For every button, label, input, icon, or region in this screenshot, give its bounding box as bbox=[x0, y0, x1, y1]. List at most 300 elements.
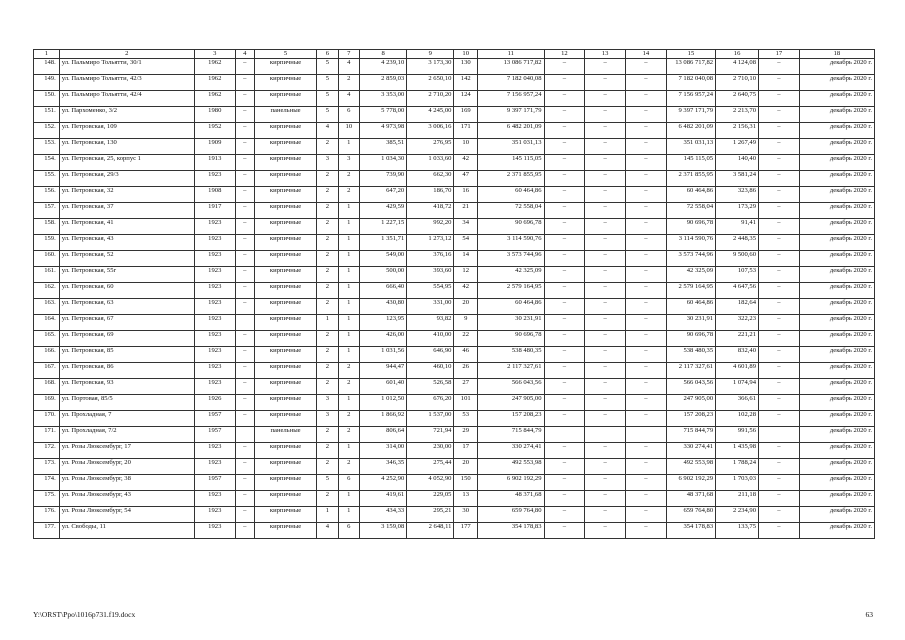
total-cost-cell: 3 114 590,76 bbox=[478, 235, 545, 251]
address-cell: ул. Прохладная, 7 bbox=[59, 411, 194, 427]
cost-cell: 492 553,98 bbox=[666, 459, 715, 475]
total-area-cell: 647,20 bbox=[360, 187, 407, 203]
table-row bbox=[34, 459, 875, 475]
deadline-cell: декабрь 2020 г. bbox=[799, 363, 874, 379]
unit-cost-cell: 991,56 bbox=[716, 427, 759, 443]
entrances-cell: 1 bbox=[338, 283, 359, 299]
material-cell: кирпичные bbox=[254, 395, 316, 411]
material-cell: кирпичные bbox=[254, 91, 316, 107]
living-area-cell: 721,94 bbox=[407, 427, 454, 443]
cost-cell: 354 178,83 bbox=[666, 523, 715, 539]
col4-cell: – bbox=[235, 459, 254, 475]
col12-cell: – bbox=[544, 411, 585, 427]
cost-cell: 3 114 590,76 bbox=[666, 235, 715, 251]
col12-cell: – bbox=[544, 139, 585, 155]
residents-cell: 130 bbox=[454, 59, 478, 75]
unit-cost-cell: 2 710,10 bbox=[716, 75, 759, 91]
year-cell: 1923 bbox=[194, 171, 235, 187]
deadline-cell: декабрь 2020 г. bbox=[799, 331, 874, 347]
entrances-cell: 2 bbox=[338, 411, 359, 427]
entrances-cell: 2 bbox=[338, 187, 359, 203]
row-number: 167. bbox=[34, 363, 60, 379]
residents-cell: 46 bbox=[454, 347, 478, 363]
col14-cell: – bbox=[626, 299, 667, 315]
col14-cell: – bbox=[626, 91, 667, 107]
total-cost-cell: 7 156 957,24 bbox=[478, 91, 545, 107]
living-area-cell: 331,00 bbox=[407, 299, 454, 315]
total-cost-cell: 30 231,91 bbox=[478, 315, 545, 331]
entrances-cell: 2 bbox=[338, 363, 359, 379]
col17-cell: – bbox=[759, 251, 800, 267]
col17-cell: – bbox=[759, 235, 800, 251]
address-cell: ул. Петровская, 37 bbox=[59, 203, 194, 219]
col14-cell: – bbox=[626, 347, 667, 363]
buildings-table bbox=[33, 49, 875, 539]
unit-cost-cell: 322,23 bbox=[716, 315, 759, 331]
deadline-cell: декабрь 2020 г. bbox=[799, 91, 874, 107]
cost-cell: 7 182 040,08 bbox=[666, 75, 715, 91]
deadline-cell: декабрь 2020 г. bbox=[799, 475, 874, 491]
total-cost-cell: 13 086 717,82 bbox=[478, 59, 545, 75]
col4-cell bbox=[235, 315, 254, 331]
floors-cell: 2 bbox=[317, 347, 338, 363]
table-row bbox=[34, 523, 875, 539]
total-cost-cell: 659 764,80 bbox=[478, 507, 545, 523]
living-area-cell: 1 537,00 bbox=[407, 411, 454, 427]
table-row bbox=[34, 411, 875, 427]
address-cell: ул. Петровская, 41 bbox=[59, 219, 194, 235]
unit-cost-cell: 4 124,08 bbox=[716, 59, 759, 75]
year-cell: 1952 bbox=[194, 123, 235, 139]
col14-cell: – bbox=[626, 219, 667, 235]
row-number: 163. bbox=[34, 299, 60, 315]
address-cell: ул. Петровская, 130 bbox=[59, 139, 194, 155]
living-area-cell: 393,60 bbox=[407, 267, 454, 283]
total-area-cell: 1 866,92 bbox=[360, 411, 407, 427]
floors-cell: 3 bbox=[317, 155, 338, 171]
deadline-cell: декабрь 2020 г. bbox=[799, 219, 874, 235]
total-cost-cell: 247 905,00 bbox=[478, 395, 545, 411]
total-area-cell: 4 252,90 bbox=[360, 475, 407, 491]
total-cost-cell: 492 553,98 bbox=[478, 459, 545, 475]
material-cell: кирпичные bbox=[254, 267, 316, 283]
col4-cell: – bbox=[235, 91, 254, 107]
address-cell: ул. Петровская, 60 bbox=[59, 283, 194, 299]
unit-cost-cell: 323,86 bbox=[716, 187, 759, 203]
cost-cell: 9 397 171,79 bbox=[666, 107, 715, 123]
col4-cell: – bbox=[235, 331, 254, 347]
col12-cell: – bbox=[544, 123, 585, 139]
total-area-cell: 1 031,56 bbox=[360, 347, 407, 363]
row-number: 176. bbox=[34, 507, 60, 523]
col13-cell: – bbox=[585, 331, 626, 347]
total-cost-cell: 2 579 164,95 bbox=[478, 283, 545, 299]
residents-cell: 171 bbox=[454, 123, 478, 139]
material-cell: панельные bbox=[254, 427, 316, 443]
col14-cell: – bbox=[626, 187, 667, 203]
total-area-cell: 666,40 bbox=[360, 283, 407, 299]
deadline-cell: декабрь 2020 г. bbox=[799, 507, 874, 523]
col17-cell: – bbox=[759, 75, 800, 91]
col12-cell: – bbox=[544, 443, 585, 459]
col14-cell: – bbox=[626, 363, 667, 379]
floors-cell: 2 bbox=[317, 299, 338, 315]
col4-cell: – bbox=[235, 363, 254, 379]
total-cost-cell: 60 464,86 bbox=[478, 299, 545, 315]
year-cell: 1923 bbox=[194, 507, 235, 523]
residents-cell: 53 bbox=[454, 411, 478, 427]
unit-cost-cell: 140,40 bbox=[716, 155, 759, 171]
year-cell: 1923 bbox=[194, 523, 235, 539]
floors-cell: 2 bbox=[317, 187, 338, 203]
col17-cell: – bbox=[759, 459, 800, 475]
residents-cell: 169 bbox=[454, 107, 478, 123]
col13-cell: – bbox=[585, 235, 626, 251]
total-area-cell: 426,00 bbox=[360, 331, 407, 347]
year-cell: 1957 bbox=[194, 411, 235, 427]
total-cost-cell: 42 325,09 bbox=[478, 267, 545, 283]
material-cell: кирпичные bbox=[254, 123, 316, 139]
unit-cost-cell: 4 601,89 bbox=[716, 363, 759, 379]
deadline-cell: декабрь 2020 г. bbox=[799, 459, 874, 475]
unit-cost-cell: 1 074,94 bbox=[716, 379, 759, 395]
col17-cell: – bbox=[759, 395, 800, 411]
material-cell: кирпичные bbox=[254, 219, 316, 235]
deadline-cell: декабрь 2020 г. bbox=[799, 299, 874, 315]
table-row bbox=[34, 251, 875, 267]
column-header: 12 bbox=[544, 50, 585, 59]
col12-cell: – bbox=[544, 91, 585, 107]
cost-cell: 2 117 327,61 bbox=[666, 363, 715, 379]
unit-cost-cell: 2 448,35 bbox=[716, 235, 759, 251]
deadline-cell: декабрь 2020 г. bbox=[799, 411, 874, 427]
row-number: 150. bbox=[34, 91, 60, 107]
material-cell: кирпичные bbox=[254, 203, 316, 219]
col17-cell: – bbox=[759, 523, 800, 539]
deadline-cell: декабрь 2020 г. bbox=[799, 155, 874, 171]
cost-cell: 538 480,35 bbox=[666, 347, 715, 363]
col13-cell: – bbox=[585, 315, 626, 331]
living-area-cell: 460,10 bbox=[407, 363, 454, 379]
address-cell: ул. Петровская, 109 bbox=[59, 123, 194, 139]
col12-cell: – bbox=[544, 171, 585, 187]
table-row bbox=[34, 315, 875, 331]
deadline-cell: декабрь 2020 г. bbox=[799, 283, 874, 299]
row-number: 170. bbox=[34, 411, 60, 427]
living-area-cell: 3 006,16 bbox=[407, 123, 454, 139]
col12-cell: – bbox=[544, 283, 585, 299]
column-header: 1 bbox=[34, 50, 60, 59]
table-row bbox=[34, 395, 875, 411]
col13-cell: – bbox=[585, 395, 626, 411]
total-area-cell: 2 859,03 bbox=[360, 75, 407, 91]
col4-cell: – bbox=[235, 75, 254, 91]
col13-cell: – bbox=[585, 299, 626, 315]
col17-cell: – bbox=[759, 171, 800, 187]
unit-cost-cell: 91,41 bbox=[716, 219, 759, 235]
table-row bbox=[34, 427, 875, 443]
address-cell: ул. Портовая, 85/5 bbox=[59, 395, 194, 411]
table-row bbox=[34, 347, 875, 363]
cost-cell: 48 371,68 bbox=[666, 491, 715, 507]
residents-cell: 22 bbox=[454, 331, 478, 347]
table-row bbox=[34, 443, 875, 459]
floors-cell: 2 bbox=[317, 459, 338, 475]
total-cost-cell: 7 182 040,08 bbox=[478, 75, 545, 91]
living-area-cell: 186,70 bbox=[407, 187, 454, 203]
material-cell: кирпичные bbox=[254, 251, 316, 267]
row-number: 162. bbox=[34, 283, 60, 299]
table-row bbox=[34, 187, 875, 203]
cost-cell: 157 208,23 bbox=[666, 411, 715, 427]
year-cell: 1962 bbox=[194, 75, 235, 91]
col14-cell: – bbox=[626, 139, 667, 155]
deadline-cell: декабрь 2020 г. bbox=[799, 523, 874, 539]
entrances-cell: 6 bbox=[338, 107, 359, 123]
col4-cell bbox=[235, 427, 254, 443]
col4-cell: – bbox=[235, 155, 254, 171]
total-area-cell: 549,00 bbox=[360, 251, 407, 267]
material-cell: кирпичные bbox=[254, 363, 316, 379]
table-row bbox=[34, 107, 875, 123]
cost-cell: 247 905,00 bbox=[666, 395, 715, 411]
col4-cell: – bbox=[235, 139, 254, 155]
col14-cell: – bbox=[626, 171, 667, 187]
address-cell: ул. Розы Люксембург, 54 bbox=[59, 507, 194, 523]
cost-cell: 30 231,91 bbox=[666, 315, 715, 331]
col12-cell: – bbox=[544, 107, 585, 123]
col13-cell: – bbox=[585, 347, 626, 363]
row-number: 161. bbox=[34, 267, 60, 283]
col17-cell: – bbox=[759, 507, 800, 523]
row-number: 148. bbox=[34, 59, 60, 75]
col13-cell: – bbox=[585, 411, 626, 427]
entrances-cell: 2 bbox=[338, 75, 359, 91]
total-area-cell: 314,00 bbox=[360, 443, 407, 459]
living-area-cell: 662,30 bbox=[407, 171, 454, 187]
col17-cell: – bbox=[759, 91, 800, 107]
total-cost-cell: 145 115,05 bbox=[478, 155, 545, 171]
deadline-cell: декабрь 2020 г. bbox=[799, 491, 874, 507]
cost-cell: 90 696,78 bbox=[666, 331, 715, 347]
row-number: 152. bbox=[34, 123, 60, 139]
entrances-cell: 2 bbox=[338, 171, 359, 187]
floors-cell: 5 bbox=[317, 91, 338, 107]
cost-cell: 90 696,78 bbox=[666, 219, 715, 235]
col14-cell: – bbox=[626, 475, 667, 491]
table-row bbox=[34, 75, 875, 91]
total-area-cell: 944,47 bbox=[360, 363, 407, 379]
total-area-cell: 5 778,00 bbox=[360, 107, 407, 123]
total-cost-cell: 90 696,78 bbox=[478, 331, 545, 347]
living-area-cell: 4 245,00 bbox=[407, 107, 454, 123]
residents-cell: 13 bbox=[454, 491, 478, 507]
col17-cell: – bbox=[759, 315, 800, 331]
row-number: 172. bbox=[34, 443, 60, 459]
col14-cell: – bbox=[626, 235, 667, 251]
living-area-cell: 676,20 bbox=[407, 395, 454, 411]
address-cell: ул. Петровская, 67 bbox=[59, 315, 194, 331]
row-number: 168. bbox=[34, 379, 60, 395]
entrances-cell: 1 bbox=[338, 203, 359, 219]
col13-cell: – bbox=[585, 507, 626, 523]
col14-cell: – bbox=[626, 75, 667, 91]
col12-cell: – bbox=[544, 331, 585, 347]
floors-cell: 5 bbox=[317, 75, 338, 91]
address-cell: ул. Розы Люксембург, 20 bbox=[59, 459, 194, 475]
material-cell: кирпичные bbox=[254, 139, 316, 155]
floors-cell: 5 bbox=[317, 475, 338, 491]
col13-cell: – bbox=[585, 251, 626, 267]
unit-cost-cell: 832,40 bbox=[716, 347, 759, 363]
cost-cell: 42 325,09 bbox=[666, 267, 715, 283]
entrances-cell: 6 bbox=[338, 523, 359, 539]
residents-cell: 21 bbox=[454, 203, 478, 219]
floors-cell: 1 bbox=[317, 315, 338, 331]
col13-cell: – bbox=[585, 187, 626, 203]
col17-cell: – bbox=[759, 123, 800, 139]
row-number: 171. bbox=[34, 427, 60, 443]
floors-cell: 5 bbox=[317, 107, 338, 123]
total-cost-cell: 354 178,83 bbox=[478, 523, 545, 539]
entrances-cell: 1 bbox=[338, 491, 359, 507]
residents-cell: 142 bbox=[454, 75, 478, 91]
year-cell: 1913 bbox=[194, 155, 235, 171]
unit-cost-cell: 1 788,24 bbox=[716, 459, 759, 475]
row-number: 154. bbox=[34, 155, 60, 171]
col17-cell: – bbox=[759, 139, 800, 155]
cost-cell: 330 274,41 bbox=[666, 443, 715, 459]
col13-cell: – bbox=[585, 139, 626, 155]
material-cell: кирпичные bbox=[254, 475, 316, 491]
col13-cell: – bbox=[585, 107, 626, 123]
address-cell: ул. Пальмиро Тольятти, 42/4 bbox=[59, 91, 194, 107]
column-header: 7 bbox=[338, 50, 359, 59]
row-number: 169. bbox=[34, 395, 60, 411]
entrances-cell: 1 bbox=[338, 331, 359, 347]
total-area-cell: 1 034,30 bbox=[360, 155, 407, 171]
total-area-cell: 3 353,00 bbox=[360, 91, 407, 107]
floors-cell: 2 bbox=[317, 203, 338, 219]
residents-cell: 42 bbox=[454, 283, 478, 299]
column-header: 10 bbox=[454, 50, 478, 59]
residents-cell: 16 bbox=[454, 187, 478, 203]
material-cell: кирпичные bbox=[254, 347, 316, 363]
living-area-cell: 2 648,11 bbox=[407, 523, 454, 539]
total-cost-cell: 6 902 192,29 bbox=[478, 475, 545, 491]
living-area-cell: 3 173,30 bbox=[407, 59, 454, 75]
column-number-header bbox=[34, 50, 875, 59]
address-cell: ул. Пальмиро Тольятти, 42/3 bbox=[59, 75, 194, 91]
deadline-cell: декабрь 2020 г. bbox=[799, 187, 874, 203]
col13-cell: – bbox=[585, 363, 626, 379]
cost-cell: 145 115,05 bbox=[666, 155, 715, 171]
col13-cell: – bbox=[585, 459, 626, 475]
col12-cell: – bbox=[544, 155, 585, 171]
entrances-cell: 2 bbox=[338, 379, 359, 395]
year-cell: 1923 bbox=[194, 219, 235, 235]
col17-cell: – bbox=[759, 299, 800, 315]
entrances-cell: 1 bbox=[338, 315, 359, 331]
residents-cell: 47 bbox=[454, 171, 478, 187]
living-area-cell: 275,44 bbox=[407, 459, 454, 475]
col13-cell: – bbox=[585, 123, 626, 139]
deadline-cell: декабрь 2020 г. bbox=[799, 107, 874, 123]
address-cell: ул. Свободы, 11 bbox=[59, 523, 194, 539]
floors-cell: 2 bbox=[317, 363, 338, 379]
table-row bbox=[34, 283, 875, 299]
row-number: 177. bbox=[34, 523, 60, 539]
column-header: 4 bbox=[235, 50, 254, 59]
floors-cell: 2 bbox=[317, 331, 338, 347]
col13-cell: – bbox=[585, 91, 626, 107]
col14-cell: – bbox=[626, 443, 667, 459]
col13-cell: – bbox=[585, 491, 626, 507]
col13-cell: – bbox=[585, 59, 626, 75]
col4-cell: – bbox=[235, 507, 254, 523]
entrances-cell: 1 bbox=[338, 235, 359, 251]
entrances-cell: 2 bbox=[338, 427, 359, 443]
total-area-cell: 429,59 bbox=[360, 203, 407, 219]
living-area-cell: 2 650,10 bbox=[407, 75, 454, 91]
cost-cell: 351 031,13 bbox=[666, 139, 715, 155]
residents-cell: 29 bbox=[454, 427, 478, 443]
entrances-cell: 4 bbox=[338, 91, 359, 107]
entrances-cell: 3 bbox=[338, 155, 359, 171]
entrances-cell: 1 bbox=[338, 443, 359, 459]
total-cost-cell: 90 696,78 bbox=[478, 219, 545, 235]
deadline-cell: декабрь 2020 г. bbox=[799, 139, 874, 155]
deadline-cell: декабрь 2020 г. bbox=[799, 395, 874, 411]
col12-cell: – bbox=[544, 315, 585, 331]
col14-cell: – bbox=[626, 203, 667, 219]
col4-cell: – bbox=[235, 203, 254, 219]
residents-cell: 124 bbox=[454, 91, 478, 107]
living-area-cell: 410,00 bbox=[407, 331, 454, 347]
col13-cell: – bbox=[585, 203, 626, 219]
floors-cell: 2 bbox=[317, 171, 338, 187]
entrances-cell: 6 bbox=[338, 475, 359, 491]
col12-cell: – bbox=[544, 75, 585, 91]
year-cell: 1923 bbox=[194, 235, 235, 251]
col14-cell: – bbox=[626, 523, 667, 539]
material-cell: кирпичные bbox=[254, 523, 316, 539]
address-cell: ул. Петровская, 25, корпус 1 bbox=[59, 155, 194, 171]
residents-cell: 26 bbox=[454, 363, 478, 379]
living-area-cell: 554,95 bbox=[407, 283, 454, 299]
entrances-cell: 1 bbox=[338, 267, 359, 283]
material-cell: кирпичные bbox=[254, 331, 316, 347]
col4-cell: – bbox=[235, 491, 254, 507]
total-area-cell: 1 227,15 bbox=[360, 219, 407, 235]
col14-cell: – bbox=[626, 379, 667, 395]
address-cell: ул. Петровская, 63 bbox=[59, 299, 194, 315]
col12-cell: – bbox=[544, 187, 585, 203]
table-row bbox=[34, 219, 875, 235]
living-area-cell: 4 052,90 bbox=[407, 475, 454, 491]
total-area-cell: 419,61 bbox=[360, 491, 407, 507]
total-cost-cell: 566 043,56 bbox=[478, 379, 545, 395]
col12-cell: – bbox=[544, 203, 585, 219]
total-cost-cell: 2 117 327,61 bbox=[478, 363, 545, 379]
row-number: 175. bbox=[34, 491, 60, 507]
deadline-cell: декабрь 2020 г. bbox=[799, 75, 874, 91]
living-area-cell: 1 033,60 bbox=[407, 155, 454, 171]
unit-cost-cell: 133,75 bbox=[716, 523, 759, 539]
year-cell: 1917 bbox=[194, 203, 235, 219]
row-number: 151. bbox=[34, 107, 60, 123]
living-area-cell: 526,58 bbox=[407, 379, 454, 395]
